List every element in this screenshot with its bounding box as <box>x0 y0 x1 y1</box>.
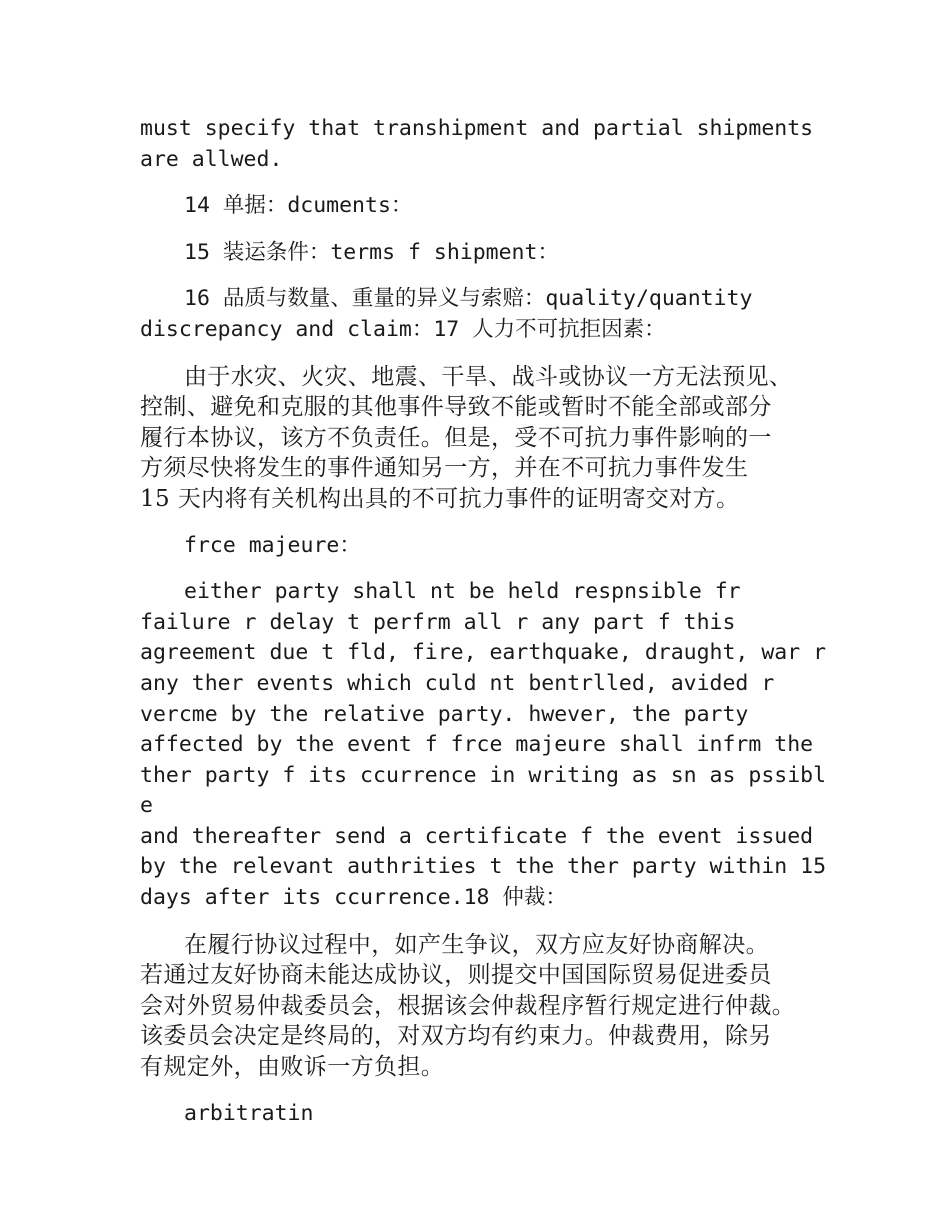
paragraph-force-majeure-heading: frce majeure： <box>184 532 361 558</box>
paragraph-force-majeure-chinese: 由于水灾、火灾、地震、干旱、战斗或协议一方无法预见、 控制、避免和克服的其他事件导致不能或暂时不能全部或部分 履行本协议，该方不负责任。但是，受不可抗力事件影响的一 方须尽快将发生的事件通知另一方，并在不可抗力事件发生 15 天内将有关机构出具的不可抗力事件的证明寄交对方。 <box>140 363 793 512</box>
paragraph-arbitration-heading: arbitratin <box>184 1100 314 1126</box>
document-body <box>140 114 830 1145</box>
paragraph-arbitration-chinese: 在履行协议过程中，如产生争议，双方应友好协商解决。 若通过友好协商未能达成协议，则提交中国国际贸易促进委员 会对外贸易仲裁委员会，根据该会仲裁程序暂行规定进行仲裁。 该委员会决定是终局的，对双方均有约束力。仲裁费用，除另 有规定外，由败诉一方负担。 <box>140 931 796 1081</box>
paragraph-shipment-terms: must specify that transhipment and partial shipments are allwed. <box>140 116 814 172</box>
paragraph-terms-of-shipment-heading: 15 装运条件：terms f shipment： <box>184 239 559 265</box>
paragraph-force-majeure-english: either party shall nt be held respnsible fr failure r delay t perfrm all r any part f this agreement due t fld, fire, earthquake, draught, war r any ther events which culd nt bentrlled, avided r vercme by the relative party. hwever, the party affected by the event f frce majeure shall infrm the ther party f its ccurrence in writing as sn as pssible and thereafter send a certificate f the event issued by the relevant authrities t the ther party within 15 days after its ccurrence.18 仲裁： <box>140 579 827 911</box>
paragraph-documents-heading: 14 单据：dcuments： <box>184 193 413 219</box>
paragraph-quality-claim-heading: 16 品质与数量、重量的异义与索赔：quality/quantity discrepancy and claim：17 人力不可抗拒因素： <box>140 286 753 342</box>
